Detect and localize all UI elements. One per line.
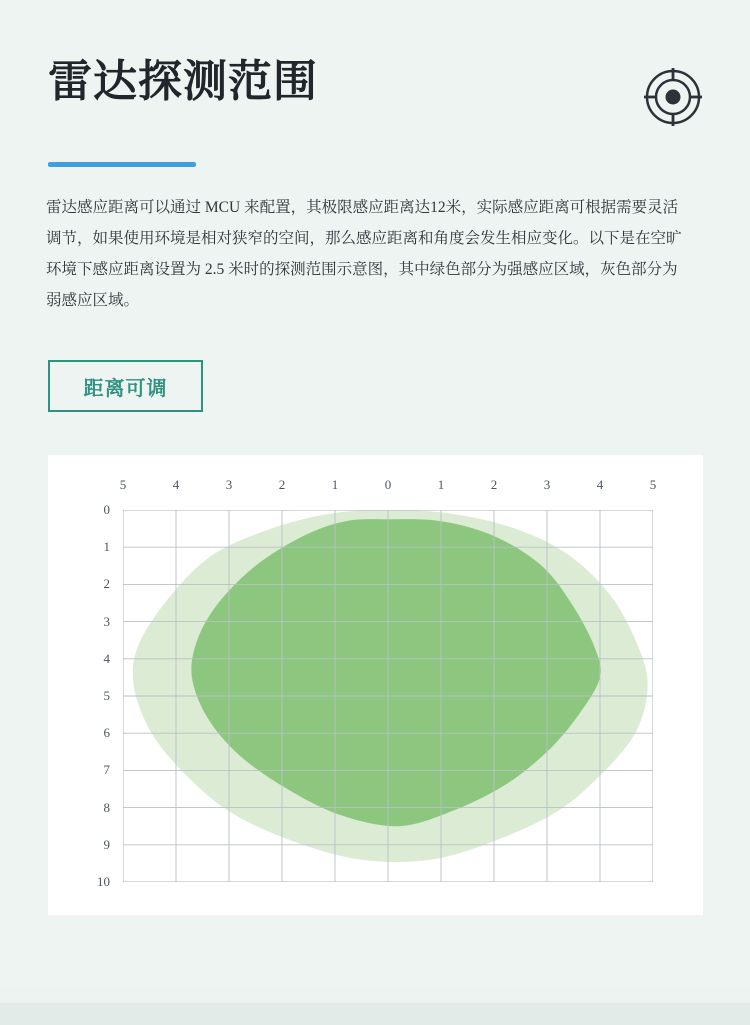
detection-range-chart-card bbox=[48, 455, 703, 915]
y-tick-label: 2 bbox=[103, 576, 110, 592]
y-tick-label: 5 bbox=[103, 688, 110, 703]
x-tick-label: 1 bbox=[437, 477, 445, 492]
page-title: 雷达探测范围 bbox=[48, 57, 318, 106]
x-tick-label: 4 bbox=[596, 477, 604, 492]
detection-range-plot bbox=[123, 510, 653, 882]
chart-x-axis-labels bbox=[119, 477, 657, 497]
y-tick-label: 10 bbox=[97, 874, 110, 889]
y-tick-label: 4 bbox=[103, 650, 110, 666]
description-block bbox=[46, 192, 686, 316]
x-tick-label: 2 bbox=[278, 477, 286, 492]
chart-inner bbox=[48, 455, 703, 915]
header bbox=[48, 52, 702, 132]
footer-strip bbox=[0, 1003, 750, 1025]
distance-adjustable-tag-label: 距离可调 bbox=[83, 377, 168, 400]
y-tick-label: 0 bbox=[103, 502, 110, 517]
y-tick-label: 1 bbox=[103, 539, 110, 555]
x-tick-label: 3 bbox=[543, 477, 551, 492]
y-tick-label: 7 bbox=[103, 762, 110, 778]
chart-y-axis-labels bbox=[84, 502, 110, 889]
x-tick-label: 3 bbox=[225, 477, 233, 492]
y-tick-label: 3 bbox=[103, 613, 110, 629]
x-tick-label: 5 bbox=[119, 477, 127, 492]
title-accent-bar bbox=[48, 162, 196, 167]
x-tick-label: 5 bbox=[649, 477, 657, 492]
description-paragraph: 雷达感应距离可以通过 MCU 来配置，其极限感应距离达12米，实际感应距离可根据需要灵活调节，如果使用环境是相对狭窄的空间，那么感应距离和角度会发生相应变化。以下是在空旷环境下感应距离设置为 2.5 米时的探测范围示意图，其中绿色部分为强感应区域，灰色部分为弱感应区域。 bbox=[46, 199, 682, 309]
x-tick-label: 4 bbox=[172, 477, 180, 492]
y-tick-label: 6 bbox=[103, 725, 110, 741]
x-tick-label: 1 bbox=[331, 477, 339, 492]
x-tick-label: 2 bbox=[490, 477, 498, 492]
distance-adjustable-tag bbox=[48, 360, 203, 412]
y-tick-label: 8 bbox=[103, 799, 110, 815]
x-tick-label: 0 bbox=[384, 477, 392, 492]
y-tick-label: 9 bbox=[103, 836, 110, 852]
radar-target-icon bbox=[644, 68, 702, 126]
chart-plot-area bbox=[123, 510, 653, 882]
